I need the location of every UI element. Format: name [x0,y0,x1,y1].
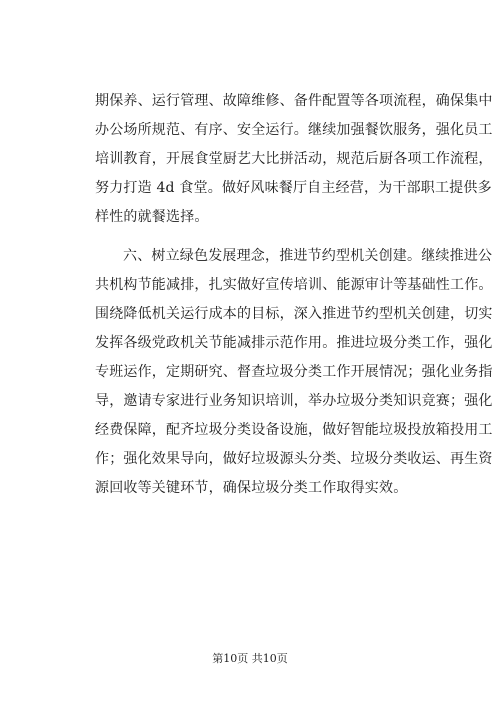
text-line: 经费保障，配齐垃圾分类设备设施，做好智能垃圾投放箱投用工 [95,422,493,438]
text-line: 共机构节能减排，扎实做好宣传培训、能源审计等基础性工作。 [95,277,493,293]
text-line: 期保养、运行管理、故障维修、备件配置等各项流程，确保集中 [95,93,493,109]
paragraph-2 [95,242,493,503]
paragraph-gap [95,232,415,242]
page-number-footer: 第10页 共10页 [212,652,288,665]
paragraph-1 [95,87,493,232]
text-line: 源回收等关键环节，确保垃圾分类工作取得实效。 [95,480,408,496]
text-line: 六、树立绿色发展理念，推进节约型机关创建。继续推进公 [123,248,493,264]
text-line: 努力打造 4d 食堂。做好风味餐厅自主经营，为干部职工提供多 [95,180,492,196]
text-line: 培训教育，开展食堂厨艺大比拼活动，规范后厨各项工作流程， [95,151,493,167]
text-line: 作；强化效果导向，做好垃圾源头分类、垃圾分类收运、再生资 [95,451,493,467]
document-body [95,87,493,503]
text-line: 围绕降低机关运行成本的目标，深入推进节约型机关创建，切实 [95,306,493,322]
text-line: 样性的就餐选择。 [95,209,209,225]
text-line: 专班运作，定期研究、督查垃圾分类工作开展情况；强化业务指 [95,364,493,380]
text-line: 办公场所规范、有序、安全运行。继续加强餐饮服务，强化员工 [95,122,493,138]
text-line: 导，邀请专家进行业务知识培训，举办垃圾分类知识竞赛；强化 [95,393,493,409]
text-line: 发挥各级党政机关节能减排示范作用。推进垃圾分类工作，强化 [95,335,493,351]
